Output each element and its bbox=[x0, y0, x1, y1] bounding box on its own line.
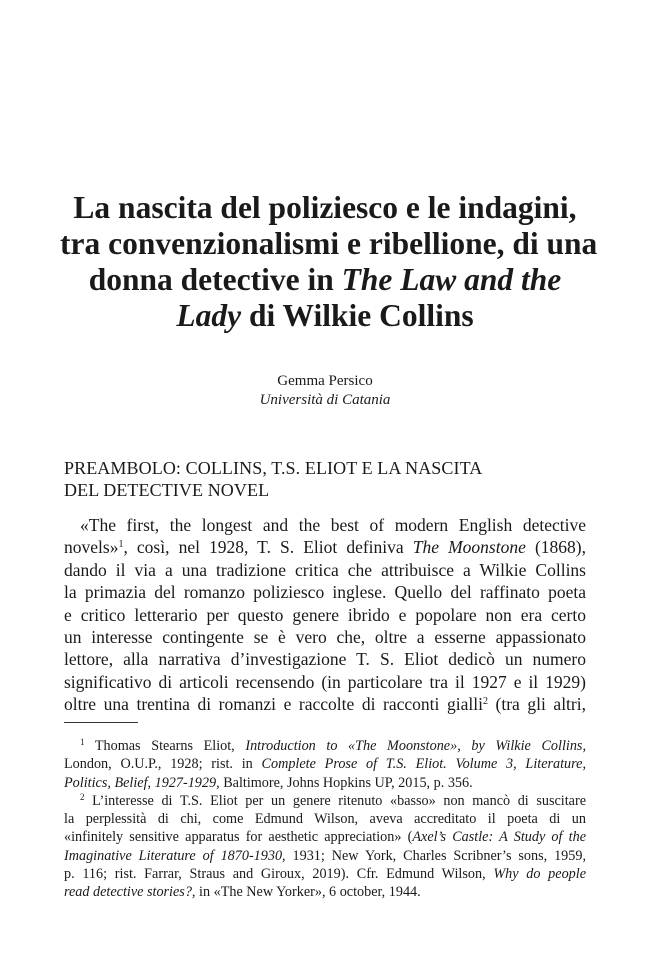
body-line: lettore, alla narrativa d’investigazione T. S. Eliot dedicò un numero bbox=[64, 649, 586, 670]
author-name: Gemma Persico bbox=[277, 373, 373, 389]
section-heading bbox=[64, 457, 584, 501]
title-line: tra convenzionalismi e ribellione, di una bbox=[60, 226, 598, 261]
footnote-italic-text: Introduction to «The Moonstone», by Wilkie Collins, bbox=[245, 738, 586, 754]
footnote-ref: 2 bbox=[482, 696, 488, 708]
title-italic-text: The Law and the bbox=[341, 262, 562, 297]
body-line: «The first, the longest and the best of modern English detective bbox=[80, 515, 586, 535]
section-heading-line: DEL DETECTIVE NOVEL bbox=[64, 480, 270, 500]
body-line: un interesse contingente se è vero che, oltre a esserne appassionato bbox=[64, 627, 586, 648]
body-line bbox=[64, 536, 586, 558]
body-text: (tra gli altri, bbox=[487, 694, 586, 715]
title-line: La nascita del poliziesco e le indagini, bbox=[73, 190, 577, 225]
title-text: donna detective in bbox=[88, 262, 342, 297]
footnote-line bbox=[64, 828, 586, 846]
title-text: di Wilkie Collins bbox=[241, 298, 474, 333]
footnote-text: «infinitely sensitive apparatus for aesthetic appreciation» ( bbox=[64, 829, 413, 846]
title-line bbox=[60, 262, 590, 298]
body-line: significativo di articoli recensendo (in particolare tra il 1927 e il 1929) bbox=[64, 671, 586, 692]
footnote-italic-text: Politics, Belief, 1927-1929, bbox=[64, 774, 220, 791]
footnotes bbox=[64, 737, 586, 902]
footnote-line bbox=[64, 883, 586, 901]
body-line: dando il via a una tradizione critica che attribuisce a Wilkie Collins bbox=[64, 559, 586, 580]
footnote-line bbox=[64, 737, 586, 755]
section-heading-line: PREAMBOLO: COLLINS, T.S. ELIOT E LA NASCITA bbox=[64, 458, 483, 478]
footnote-italic-text: Why do people bbox=[493, 866, 586, 883]
footnote-text: in «The New Yorker», 6 october, 1944. bbox=[195, 884, 421, 901]
footnote-line bbox=[64, 755, 586, 773]
footnote-text: p. 116; rist. Farrar, Straus and Giroux, 2019). Cfr. Edmund Wilson, bbox=[64, 866, 494, 883]
footnote-divider bbox=[64, 722, 138, 723]
footnote-text: Baltimore, Johns Hopkins UP, 2015, p. 356. bbox=[219, 774, 473, 791]
body-text: oltre una trentina di romanzi e raccolte di racconti gialli bbox=[64, 694, 483, 715]
author-affiliation: Università di Catania bbox=[259, 392, 391, 408]
body-line: la primazia del romanzo poliziesco inglese. Quello del raffinato poeta bbox=[64, 582, 586, 603]
title-italic-text: Lady bbox=[176, 298, 242, 333]
body-text: , così, nel 1928, T. S. Eliot definiva bbox=[123, 537, 413, 558]
body-paragraph bbox=[64, 514, 586, 716]
footnote-text: London, O.U.P., 1928; rist. in bbox=[64, 756, 262, 773]
footnote-line bbox=[64, 847, 586, 865]
footnote-line bbox=[64, 774, 586, 792]
footnote-line bbox=[64, 865, 586, 883]
footnote-italic-text: Complete Prose of T.S. Eliot. Volume 3, Literature, bbox=[261, 756, 586, 773]
body-line: e critico letterario per questo genere ibrido e popolare non era certo bbox=[64, 604, 586, 625]
title-line bbox=[60, 298, 590, 334]
body-italic-text: The Moonstone bbox=[412, 537, 526, 558]
body-text: novels» bbox=[64, 537, 119, 558]
footnote-text: 1931; New York, Charles Scribner’s sons, 1959, bbox=[285, 847, 587, 864]
footnote-number: 1 bbox=[80, 737, 85, 747]
article-title bbox=[60, 190, 598, 334]
footnote-line: la perplessità di chi, come Edmund Wilson, aveva accreditato il poeta di un bbox=[64, 811, 586, 828]
footnote-ref: 1 bbox=[118, 539, 124, 551]
body-line bbox=[64, 693, 586, 715]
footnote-number: 2 bbox=[80, 791, 85, 802]
footnote-line bbox=[64, 792, 586, 810]
footnote-text: Thomas Stearns Eliot, bbox=[84, 738, 246, 754]
footnote-text: L’interesse di T.S. Eliot per un genere ritenuto «basso» non mancò di suscitare bbox=[84, 792, 586, 809]
body-text: (1868), bbox=[525, 537, 586, 558]
footnote-italic-text: Axel’s Castle: A Study of the bbox=[412, 829, 586, 846]
footnote-italic-text: Imaginative Literature of 1870-1930, bbox=[64, 847, 286, 864]
footnote-italic-text: read detective stories?, bbox=[64, 884, 196, 901]
